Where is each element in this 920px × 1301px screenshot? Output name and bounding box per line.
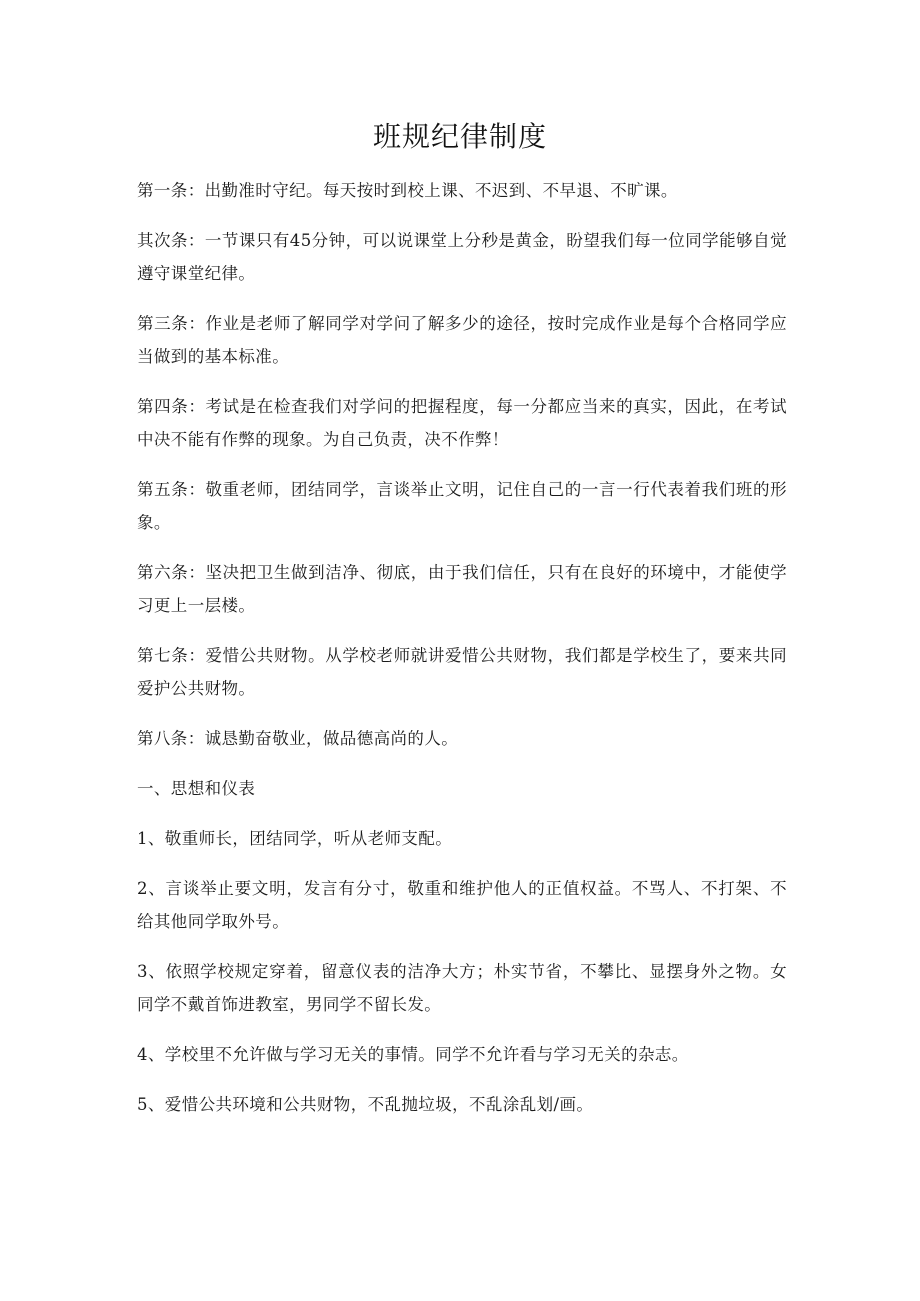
list-item: 1、敬重师长，团结同学，听从老师支配。	[137, 829, 453, 848]
paragraph-article-8: 第八条：诚恳勤奋敬业，做品德高尚的人。	[137, 729, 459, 748]
section-heading: 一、思想和仪表	[137, 779, 256, 798]
document-title: 班规纪律制度	[372, 120, 547, 153]
document-body	[137, 174, 787, 1138]
paragraph-article-6: 第六条：坚决把卫生做到洁净、彻底，由于我们信任，只有在良好的环境中，才能使学习更上一层楼。	[137, 563, 787, 615]
paragraph-article-7: 第七条：爱惜公共财物。从学校老师就讲爱惜公共财物，我们都是学校生了，要来共同爱护公共财物。	[137, 646, 787, 698]
paragraph-article-1: 第一条：出勤准时守纪。每天按时到校上课、不迟到、不早退、不旷课。	[137, 181, 678, 200]
list-item: 3、依照学校规定穿着，留意仪表的洁净大方；朴实节省，不攀比、显摆身外之物。女同学不戴首饰进教室，男同学不留长发。	[137, 962, 787, 1014]
paragraph-article-3: 第三条：作业是老师了解同学对学问了解多少的途径，按时完成作业是每个合格同学应当做到的基本标准。	[137, 314, 787, 366]
list-item: 5、爱惜公共环境和公共财物，不乱抛垃圾，不乱涂乱划/画。	[137, 1095, 594, 1114]
paragraph-article-2: 其次条：一节课只有45分钟，可以说课堂上分秒是黄金，盼望我们每一位同学能够自觉遵守课堂纪律。	[137, 231, 787, 283]
list-item: 2、言谈举止要文明，发言有分寸，敬重和维护他人的正值权益。不骂人、不打架、不给其他同学取外号。	[137, 879, 787, 931]
paragraph-article-4: 第四条：考试是在检查我们对学问的把握程度，每一分都应当来的真实，因此，在考试中决不能有作弊的现象。为自己负责，决不作弊！	[137, 397, 787, 449]
list-item: 4、学校里不允许做与学习无关的事情。同学不允许看与学习无关的杂志。	[137, 1045, 689, 1064]
paragraph-article-5: 第五条：敬重老师，团结同学，言谈举止文明，记住自己的一言一行代表着我们班的形象。	[137, 480, 787, 532]
